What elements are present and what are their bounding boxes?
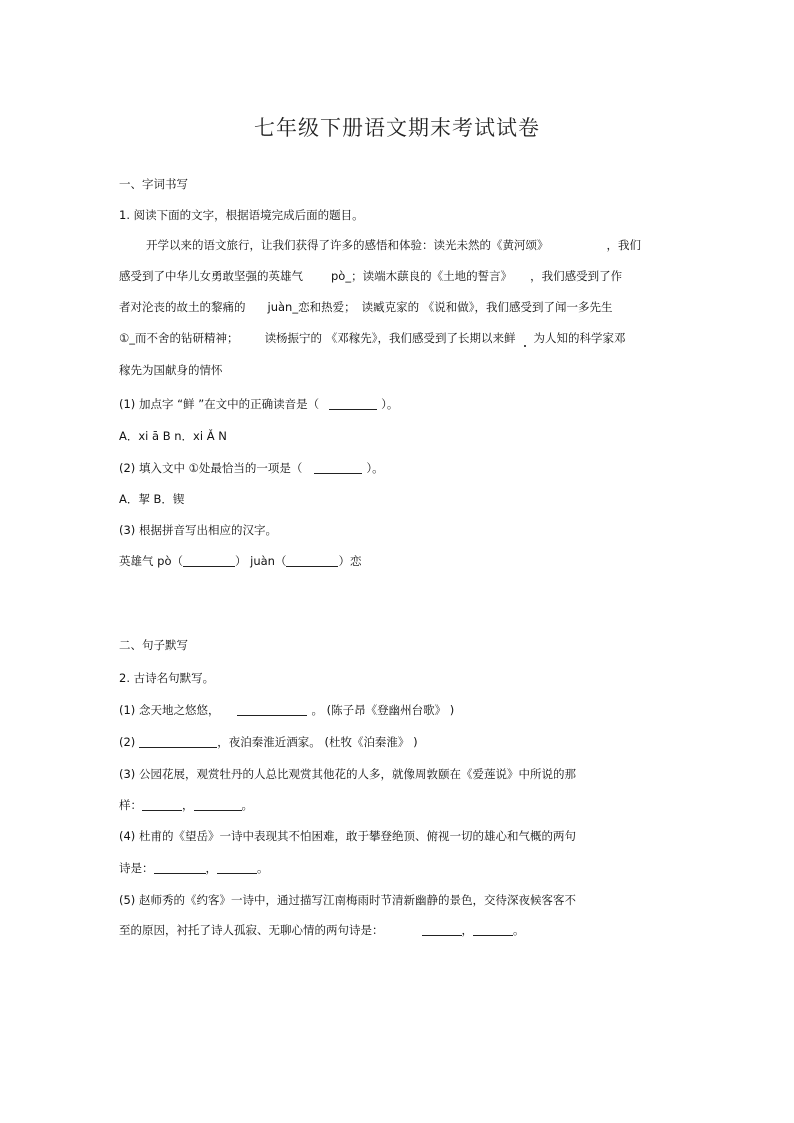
passage-line-5: 稼先为国献身的情怀	[119, 363, 223, 377]
passage-text: 为人知的科学家邓	[533, 331, 626, 345]
answer-blank[interactable]	[154, 861, 206, 874]
poem-text: 。 (陈子昂《登幽州台歌》 )	[311, 703, 455, 717]
poem-item-1	[119, 702, 454, 718]
page-title: 七年级下册语文期末考试试卷	[254, 116, 540, 140]
sub-question-text: 英雄气 pò（	[119, 554, 183, 568]
answer-blank[interactable]	[473, 923, 513, 936]
poem-text: 。	[257, 861, 269, 875]
poem-text: 样：	[119, 798, 142, 812]
sub-question-2-options: A．挈 B．锲	[119, 492, 185, 506]
sub-question-3-answer-line	[119, 553, 361, 569]
passage-text: 读杨振宁的 《邓稼先》，我们感受到了长期以来鲜	[264, 331, 516, 345]
poem-item-4-line-1: (4) 杜甫的《望岳》一诗中表现其不怕困难，敢于攀登绝顶、俯视一切的雄心和气概的两句	[119, 829, 576, 843]
sub-question-2	[119, 460, 384, 476]
sub-question-text: ）。	[366, 461, 384, 475]
passage-text: 感受到了中华儿女勇敢坚强的英雄气	[119, 269, 303, 283]
poem-item-2	[119, 734, 418, 750]
passage-text: ，我们感受到了作	[530, 269, 623, 283]
pinyin-po: pò_；读端木蕻良的《土地的誓言》	[331, 269, 513, 283]
passage-line-1	[146, 237, 641, 253]
pinyin-juan: juàn_恋和热爱；	[267, 300, 356, 314]
sub-question-text: (1) 加点字 “鲜 ”在文中的正确读音是（	[119, 397, 320, 411]
sub-question-text: ）恋	[338, 554, 362, 568]
poem-text: 。	[513, 923, 525, 937]
sub-question-1-options: A．xi ā B n．xi Ǎ N	[119, 429, 227, 443]
passage-text: 开学以来的语文旅行，让我们获得了许多的感悟和体验：读光未然的《黄河颂》	[146, 238, 549, 252]
section-heading-1: 一、字词书写	[119, 177, 188, 191]
poem-text: ，	[205, 861, 217, 875]
answer-blank[interactable]	[314, 461, 362, 474]
poem-text: ，	[461, 923, 473, 937]
answer-blank[interactable]	[194, 798, 242, 811]
poem-text: (1) 念天地之悠悠，	[119, 703, 220, 717]
poem-item-4-line-2	[119, 860, 269, 876]
answer-blank[interactable]	[139, 735, 217, 748]
poem-text: 诗是：	[119, 861, 154, 875]
answer-blank[interactable]	[286, 554, 338, 567]
sub-question-3: (3) 根据拼音写出相应的汉字。	[119, 523, 277, 537]
sub-question-text: (2) 填入文中 ①处最恰当的一项是（	[119, 461, 303, 475]
question-2-intro: 2. 古诗名句默写。	[119, 671, 215, 685]
poem-item-3-line-1: (3) 公园花展，观赏牡丹的人总比观赏其他花的人多，就像周敦颐在《爱莲说》中所说的那	[119, 767, 576, 781]
poem-text: ，	[182, 798, 194, 812]
passage-line-2	[119, 268, 622, 284]
poem-text: 。	[241, 798, 253, 812]
passage-line-4	[119, 330, 625, 346]
poem-text: (2)	[119, 735, 136, 749]
poem-item-5-line-2	[119, 922, 525, 938]
sub-question-text: ） juàn（	[235, 554, 287, 568]
section-heading-2: 二、句子默写	[119, 638, 188, 652]
question-1-intro: 1. 阅读下面的文字，根据语境完成后面的题目。	[119, 208, 364, 222]
passage-text: ①_而不舍的钻研精神；	[119, 331, 239, 345]
passage-text: 者对沦丧的故土的黎痛的	[119, 300, 246, 314]
answer-blank[interactable]	[183, 554, 235, 567]
poem-text: 至的原因，衬托了诗人孤寂、无聊心情的两句诗是：	[119, 923, 384, 937]
answer-blank[interactable]	[217, 861, 257, 874]
poem-text: ，夜泊秦淮近酒家。 (杜牧《泊秦淮》 )	[217, 735, 418, 749]
poem-item-5-line-1: (5) 赵师秀的《约客》一诗中，通过描写江南梅雨时节清新幽静的景色，交待深夜候客客不	[119, 893, 576, 907]
sub-question-text: ）。	[381, 397, 399, 411]
passage-line-3	[119, 299, 612, 315]
sub-question-1	[119, 396, 398, 412]
answer-blank[interactable]	[329, 397, 377, 410]
answer-blank[interactable]	[422, 923, 462, 936]
answer-blank[interactable]	[237, 703, 307, 716]
poem-item-3-line-2	[119, 797, 253, 813]
passage-text: ，我们	[606, 238, 641, 252]
answer-blank[interactable]	[142, 798, 182, 811]
passage-text: 读臧克家的 《说和做》，我们感受到了闻一多先生	[361, 300, 613, 314]
